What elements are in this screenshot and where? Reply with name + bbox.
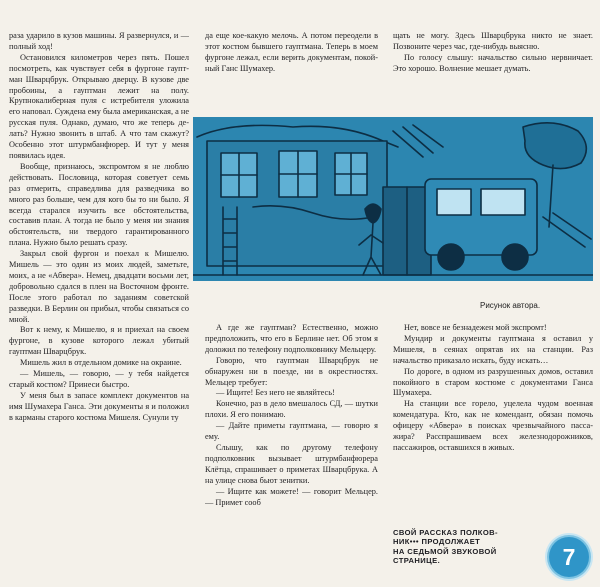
van-window [481,189,525,215]
paragraph: А где же гауптман? Естественно, можно предположить, что его в Берлине нет. Об этом я доложил по телефону подполковнику Мельцеру. [205,323,378,354]
paragraph: Мишель жил в отдельном домике на окраине. [20,358,182,368]
paragraph: Вот к нему, к Мишелю, я и приехал на своем фургоне, в кузове которого лежал убитый гауптман Шварцбрук. [9,325,189,357]
text-column-1 [9,31,189,584]
paragraph: — Мишель, — говорю, — у тебя найдется старый костюм? Принеси быстро. [9,369,189,389]
page-number: 7 [562,543,576,570]
paragraph: По дороге, в одном из разрушенных домов, оставил покойного в старом костюме с документами Ганса Шумахера. [393,366,593,398]
illustration [193,117,593,281]
text-column-2-top [205,31,378,115]
paragraph: Закрыл свой фургон и поехал к Мишелю. Мишель — это один из моих людей, заметьте, моих, а не «Абвера». Немец, двадцати восьми лет, добровольно сдался в плен на Восточном фронте. После этого работал по заданиям советской разведки. В Берлин он прибыл, чтобы связаться со мной. [9,249,189,324]
text-column-3-top [393,31,593,115]
paragraph: — Дайте приметы гауптмана, — говорю я ему. [205,421,378,442]
paragraph: да еще кое-какую мелочь. А потом переодели в этот костюм бывшего гауптмана. Теперь в моем фургоне лежал, если верить документам, покойный Ганс Шумахер. [205,31,378,73]
paragraph: Конечно, раз в дело вмешалось СД, — шутки плохи. Я его понимаю. [205,399,378,420]
page-number-badge [549,537,589,577]
paragraph: Нет, вовсе не безнадежен мой экспромт! [404,323,547,332]
paragraph: щать не могу. Здесь Шварцбрука никто не знает. Позвоните через час, где-нибудь выясню. [393,31,593,51]
continuation-line: СВОЙ РАССКАЗ ПОЛКОВ- [393,528,498,537]
van-window [437,189,471,215]
continuation-line: НИК••• ПРОДОЛЖАЕТ [393,537,481,547]
paragraph: По голосу слышу: начальство сильно нервничает. Это хорошо. Волнение мешает думать. [393,52,593,73]
paragraph: Остановился километров через пять. Пошел посмотреть, как чувствует себя в фургоне гауптман Шварцбрук. Открываю дверцу. В кузове две пробоины, а гауптман лежит на полу. Крупнокалиберная пуля с истребителя уложила его наповал. Суждена ему была американская, а не русская пуля. Однако, думаю, что же теперь делать? Нужно звонить в штаб. А что там скажут? Особенно этот штурмбанфюрер. И тут у меня появилась идея. [9,52,189,160]
van-wheel [438,244,464,270]
paragraph: У меня был в запасе комплект документов на имя Шумахера Ганса. Эти документы я и положил в карманы старого костюма Мишеля. Сунули ту [9,390,189,422]
text-column-2-bottom [205,323,378,585]
street-scene-drawing [193,117,593,281]
paragraph: — Ищите как можете! — говорит Мельцер. — Примет сооб [205,486,378,507]
paragraph: Слышу, как по другому телефону подполковник вызывает штурмбанфюрера Клётца, спрашивает о приметах Шварцбрука. А на улице снова бьют зенитки. [205,442,378,485]
paragraph: На станции все горело, уцелела чудом военная комендатура. Кто, как не комендант, обязан помочь офицеру «Абвера» в поисках чрезвычайного пассажира? Расспрашиваем всех железнодорожников, пассажиров, оставшихся в живых. [393,399,593,452]
paragraph: Говорю, что гауптман Шварцбрук не обнаружен ни в поезде, ни в окрестностях. Мельцер требует: [205,355,378,387]
continuation-note [393,528,543,566]
text-column-3-bottom [393,323,593,523]
paragraph: Вообще, признаюсь, экспромтом я не люблю действовать. Пословица, которая советует семь раз отмерить, справедлива для разведчика во много раз больше, чем для кого бы то ни было. Я всегда старался изучить все обстоятельства, составив план. А тогда не было у меня ни знания обстоятельств, ни твердого гарантированного плана. Нужно было решать сразу. [9,161,189,248]
illustration-caption: Рисунок автора. [480,301,541,310]
van-wheel [502,244,528,270]
continuation-line: СТРАНИЦЕ. [393,556,441,566]
paragraph: Мундир и документы гауптмана я оставил у Мишеля, в сеянах опрятав их на станции. Раз начальство приказало искать, буду искать… [393,333,593,365]
paragraph: раза ударило в кузов машины. Я развернулся, и — полный ход! [9,31,189,51]
continuation-line: НА СЕДЬМОЙ ЗВУКОВОЙ [393,546,497,556]
paragraph: — Ищите! Без него не являйтесь! [216,388,335,398]
